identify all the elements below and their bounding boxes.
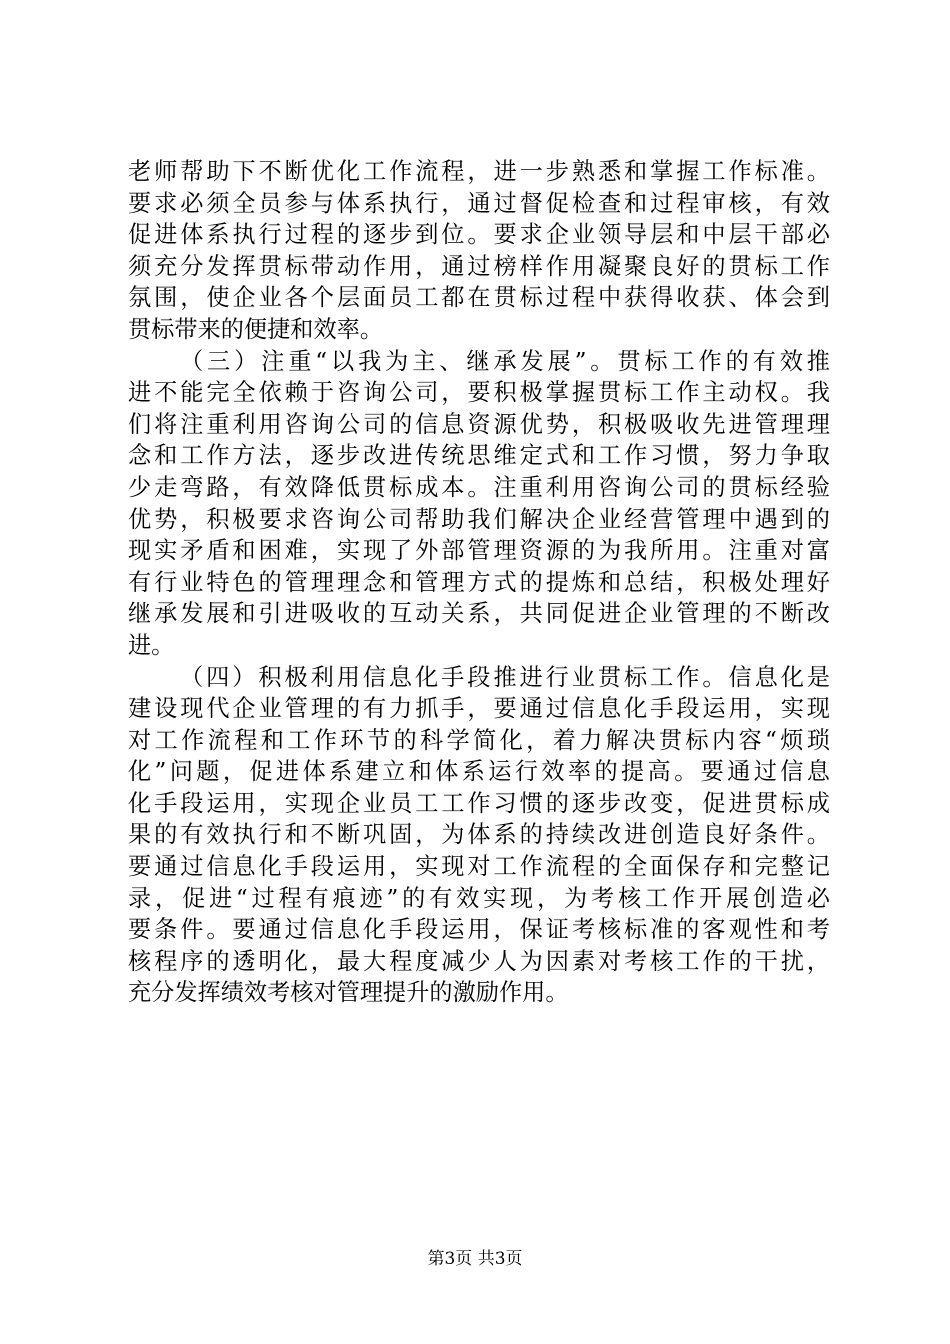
text-line: 对工作流程和工作环节的科学简化，着力解决贯标内容“烦琐 xyxy=(128,726,830,754)
text-line: 须充分发挥贯标带动作用，通过榜样作用凝聚良好的贯标工作 xyxy=(128,252,830,280)
text-line: 继承发展和引进吸收的互动关系，共同促进企业管理的不断改 xyxy=(128,600,830,628)
text-line: 优势，积极要求咨询公司帮助我们解决企业经营管理中遇到的 xyxy=(128,505,830,533)
text-line: 建设现代企业管理的有力抓手，要通过信息化手段运用，实现 xyxy=(128,695,830,723)
text-line: 化”问题，促进体系建立和体系运行效率的提高。要通过信息 xyxy=(128,758,830,786)
text-line: （三）注重“以我为主、继承发展”。贯标工作的有效推 xyxy=(180,347,830,375)
text-line: 果的有效执行和不断巩固，为体系的持续改进创造良好条件。 xyxy=(128,821,830,849)
page-footer: 第3页 共3页 xyxy=(427,1249,523,1269)
text-line: 进。 xyxy=(128,631,175,659)
text-line: 老师帮助下不断优化工作流程，进一步熟悉和掌握工作标准。 xyxy=(128,158,830,185)
text-line: 有行业特色的管理理念和管理方式的提炼和总结，积极处理好 xyxy=(128,568,830,596)
text-line: 氛围，使企业各个层面员工都在贯标过程中获得收获、体会到 xyxy=(128,284,830,312)
document-body xyxy=(128,156,830,1009)
text-line: 要求必须全员参与体系执行，通过督促检查和过程审核，有效 xyxy=(128,189,830,217)
text-line: 贯标带来的便捷和效率。 xyxy=(128,315,384,343)
text-line: 们将注重利用咨询公司的信息资源优势，积极吸收先进管理理 xyxy=(128,410,830,438)
text-line: 核程序的透明化，最大程度减少人为因素对考核工作的干扰， xyxy=(128,947,830,975)
text-line: 充分发挥绩效考核对管理提升的激励作用。 xyxy=(128,979,569,1007)
text-line: 少走弯路，有效降低贯标成本。注重利用咨询公司的贯标经验 xyxy=(128,473,830,501)
text-line: 促进体系执行过程的逐步到位。要求企业领导层和中层干部必 xyxy=(128,221,830,249)
text-line: 要通过信息化手段运用，实现对工作流程的全面保存和完整记 xyxy=(128,853,830,881)
text-line: 要条件。要通过信息化手段运用，保证考核标准的客观性和考 xyxy=(128,916,830,944)
text-line: 进不能完全依赖于咨询公司，要积极掌握贯标工作主动权。我 xyxy=(128,379,830,407)
text-line: 现实矛盾和困难，实现了外部管理资源的为我所用。注重对富 xyxy=(128,537,830,565)
text-line: 念和工作方法，逐步改进传统思维定式和工作习惯，努力争取 xyxy=(128,442,830,470)
text-line: 录，促进“过程有痕迹”的有效实现，为考核工作开展创造必 xyxy=(128,884,830,912)
text-line: 化手段运用，实现企业员工工作习惯的逐步改变，促进贯标成 xyxy=(128,789,830,817)
text-line: （四）积极利用信息化手段推进行业贯标工作。信息化是 xyxy=(180,663,830,691)
